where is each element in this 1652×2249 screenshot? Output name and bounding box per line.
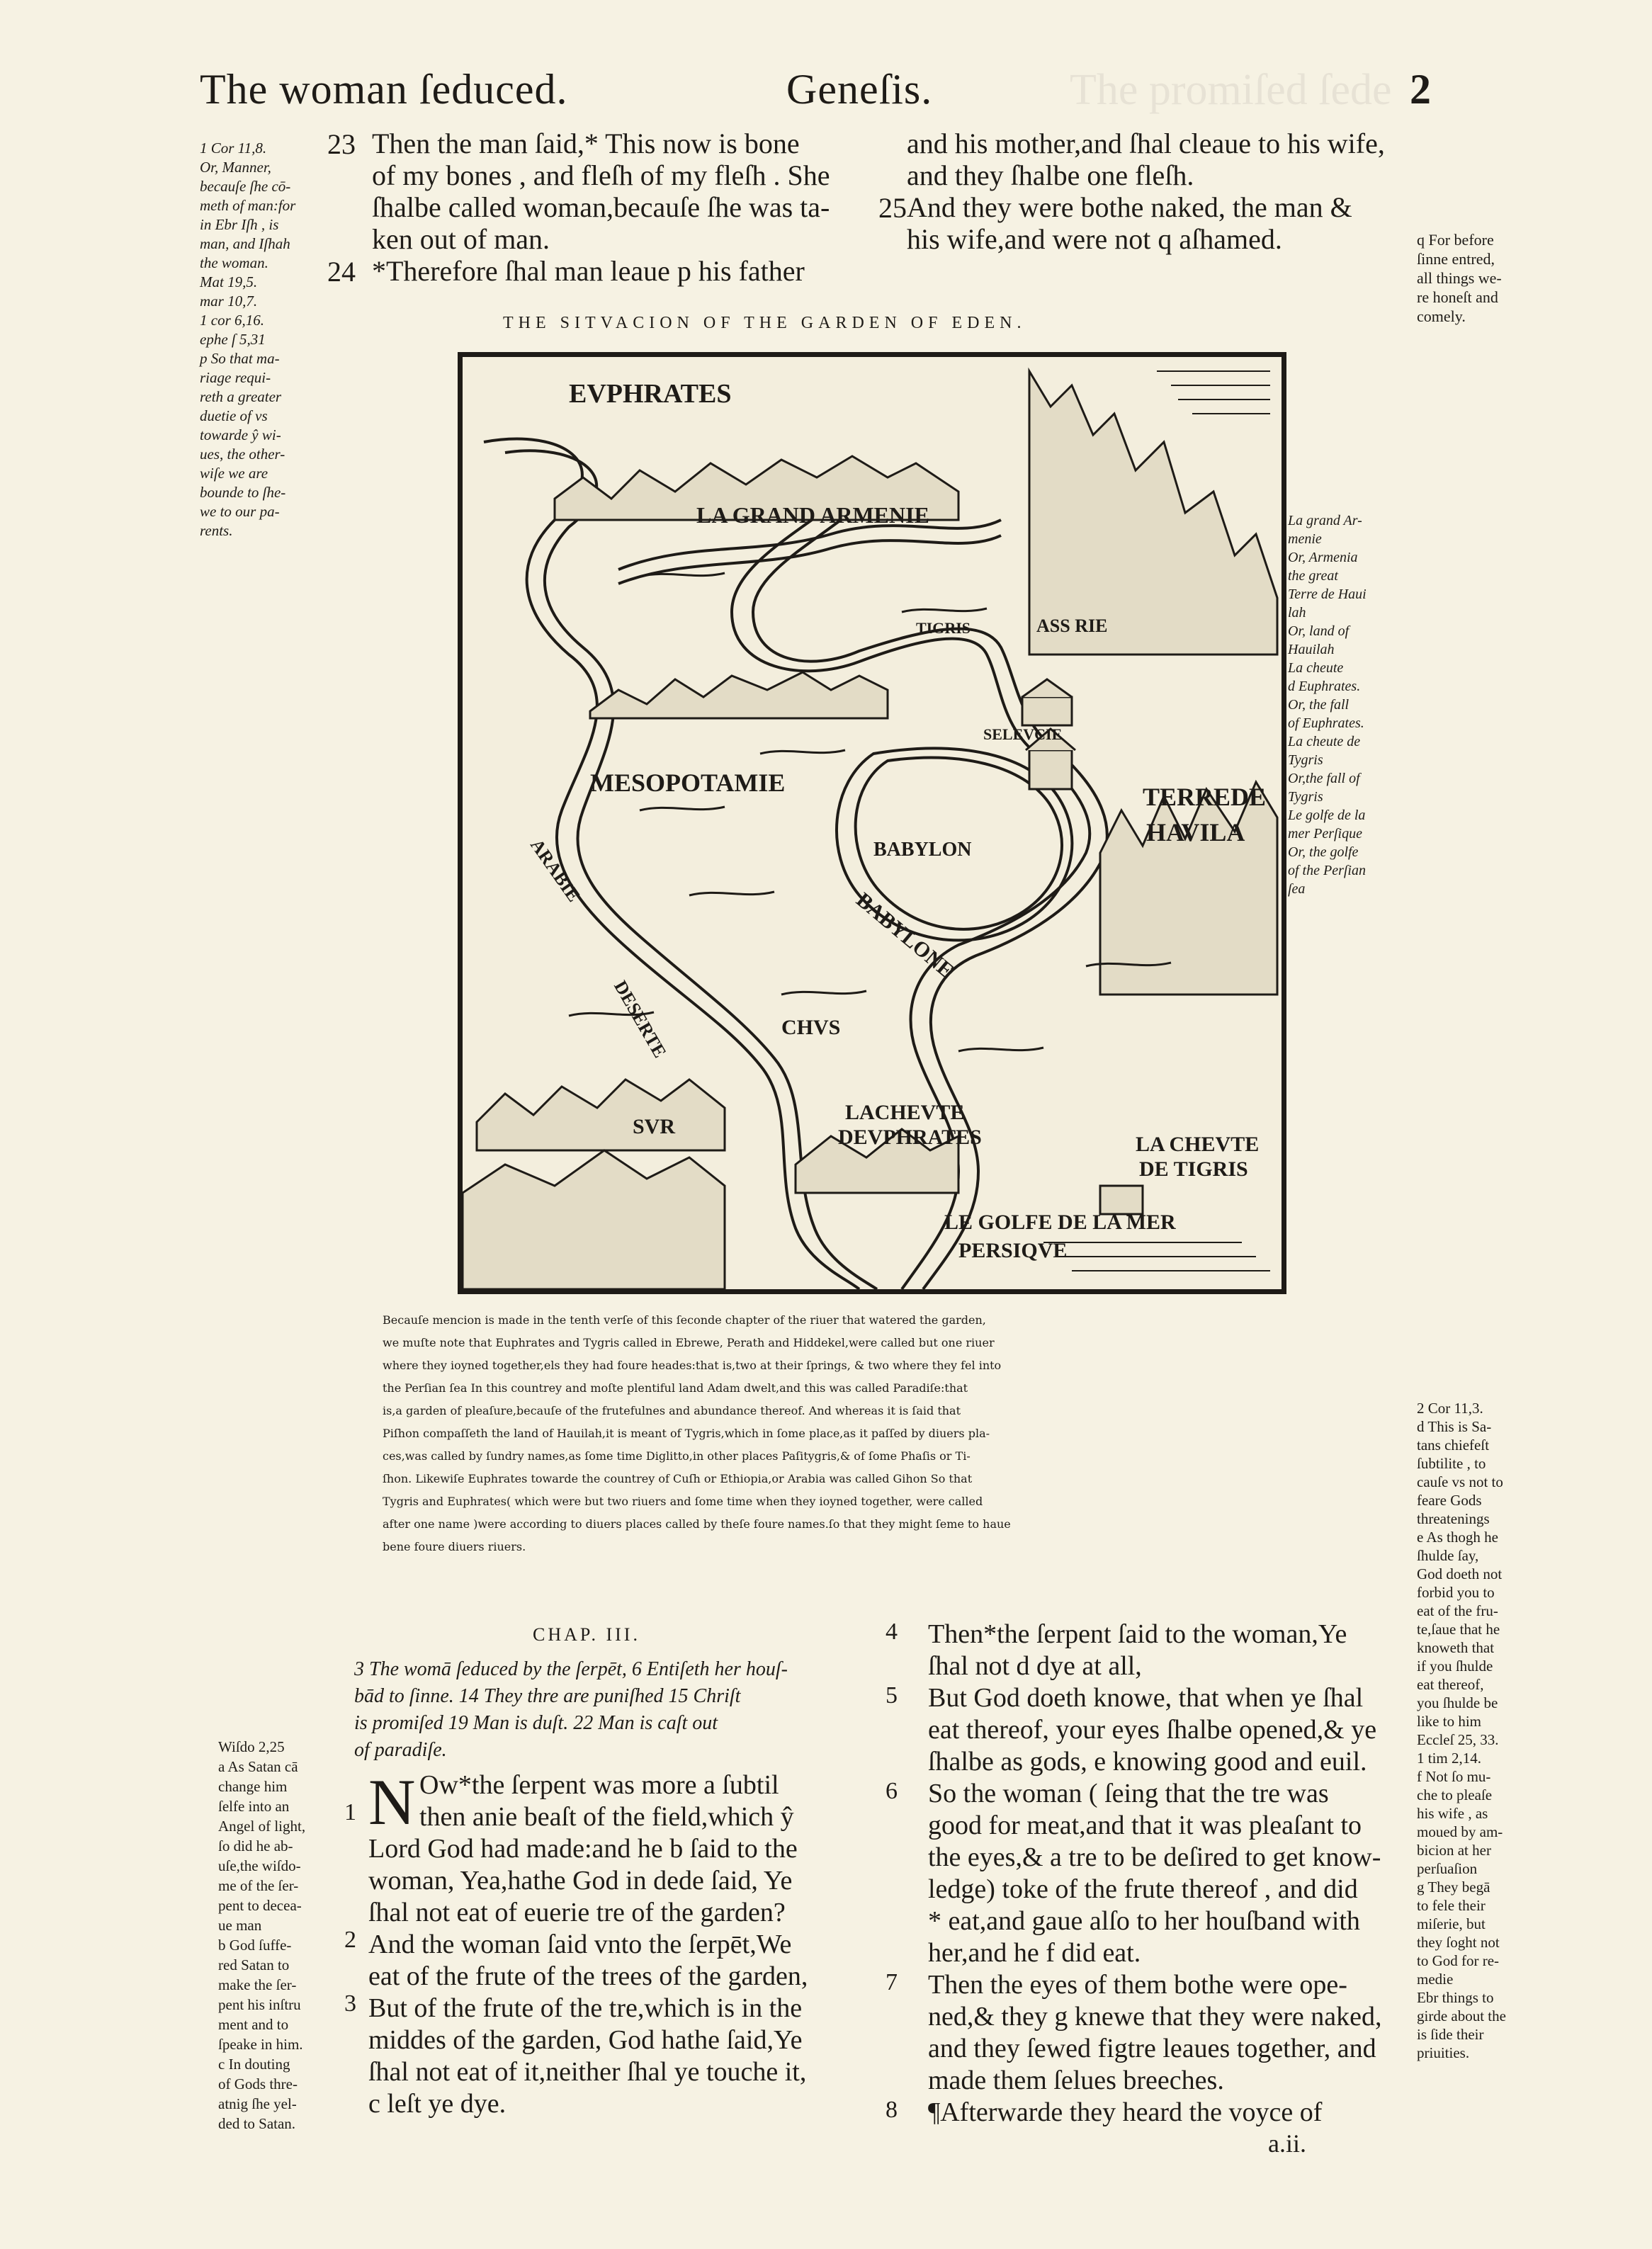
text-line: ledge) toke of the frute thereof , and did — [928, 1874, 1358, 1904]
margin-note-line: Hauilah — [1288, 642, 1335, 657]
label-lacheute-line1: LACHEVTE — [845, 1101, 965, 1124]
label-tigris: TIGRIS — [916, 619, 971, 637]
signature-mark: a.ii. — [1268, 2129, 1306, 2158]
margin-note-line: miſerie, but — [1417, 1915, 1486, 1932]
verse-6-number: 6 — [886, 1778, 898, 1804]
verse-4-number: 4 — [886, 1619, 898, 1645]
note-line: Piſhon compaſſeth the land of Hauilah,it is meant of Tygris,which in ſome place,as it paſſed by diuers pla- — [383, 1427, 990, 1440]
note-line: is,a garden of pleaſure,becauſe of the frutefulnes and abundance thereof. And whereas it is ſaid that — [383, 1404, 961, 1417]
margin-note-line: ſelfe into an — [218, 1798, 290, 1815]
margin-note-line: ephe ſ 5,31 — [200, 331, 266, 348]
margin-note-line: pent to decea- — [218, 1897, 302, 1914]
margin-note-line: feare Gods — [1417, 1492, 1482, 1509]
text-line: And the woman ſaid vnto the ſerpēt,We — [368, 1930, 792, 1959]
verse-8-number: 8 — [886, 2097, 898, 2123]
margin-note-line: Or, the fall — [1288, 697, 1350, 713]
note-line: where they ioyned together,els they had foure heades:that is,two at their ſprings, & two where they fel into — [383, 1359, 1002, 1372]
drop-cap: N — [368, 1766, 416, 1838]
label-lacheute-line2: DEVPHRATES — [838, 1126, 982, 1149]
summary-line: of paradiſe. — [354, 1739, 447, 1761]
margin-note-line: mar 10,7. — [200, 293, 258, 310]
text-line: and they ſewed figtre leaues together, and — [928, 2034, 1376, 2063]
verse-3-number: 3 — [344, 1990, 356, 2017]
margin-note-line: Or, Armenia — [1288, 550, 1358, 565]
margin-note-line: of Gods thre- — [218, 2075, 298, 2092]
margin-note-line: a As Satan cā — [218, 1758, 298, 1775]
text-line: So the woman ( ſeing that the tre was — [928, 1779, 1329, 1808]
margin-note-line: reth a greater — [200, 388, 282, 405]
margin-note-line: 1 tim 2,14. — [1417, 1750, 1482, 1767]
label-euphrates: EVPHRATES — [569, 379, 732, 409]
margin-note-line: q For before — [1417, 231, 1494, 249]
margin-note-line: re honeſt and — [1417, 288, 1498, 306]
margin-note-line: of the Perſian — [1288, 863, 1366, 878]
margin-note-line: of Euphrates. — [1288, 715, 1364, 731]
bottom-right-text — [928, 1619, 1417, 2129]
label-deserte: DESERTE — [609, 977, 671, 1062]
top-left-text — [372, 128, 868, 287]
chapter-summary — [354, 1656, 878, 1764]
margin-note-line: Terre de Haui — [1288, 587, 1367, 602]
label-babylon: BABYLON — [873, 839, 972, 861]
margin-note-line: make the ſer- — [218, 1976, 297, 1993]
text-line: the eyes,& a tre to be deſired to get know- — [928, 1842, 1381, 1872]
margin-note-line: in Ebr Iſh , is — [200, 216, 279, 233]
note-line: after one name )were according to diuers places called by theſe foure names.ſo that they might ſeme to haue — [383, 1517, 1011, 1531]
verse-23-number: 23 — [327, 128, 356, 160]
margin-note-line: you ſhulde be — [1417, 1694, 1498, 1711]
label-armenie: LA GRAND ARMENIE — [696, 502, 929, 528]
margin-note-line: threatenings — [1417, 1510, 1490, 1527]
margin-note-line: bicion at her — [1417, 1842, 1491, 1859]
note-line: we muſte note that Euphrates and Tygris called in Ebrewe, Perath and Hiddekel,were called but one riuer — [383, 1336, 995, 1349]
text-line: Then the man ſaid,* This now is bone — [372, 128, 800, 159]
note-line: the Perſian ſea In this countrey and moſte plentiful land Adam dwelt,and this was called Paradiſe:that — [383, 1381, 968, 1395]
margin-note-line: girde about the — [1417, 2007, 1506, 2024]
summary-line: is promiſed 19 Man is duſt. 22 Man is caſt out — [354, 1712, 718, 1734]
margin-note-line: pent his inſtru — [218, 1996, 301, 2013]
note-line: Becauſe mencion is made in the tenth verſe of this ſeconde chapter of the riuer that watered the garden, — [383, 1313, 986, 1327]
margin-note-line: ue man — [218, 1917, 262, 1934]
margin-note-line: to God for re- — [1417, 1952, 1500, 1969]
running-head-center: Geneſis. — [786, 66, 933, 113]
top-left-margin-notes — [200, 139, 327, 540]
text-line: and they ſhalbe one fleſh. — [907, 159, 1194, 191]
verse-2-number: 2 — [344, 1927, 356, 1953]
margin-note-line: che to pleaſe — [1417, 1786, 1493, 1803]
text-line: ned,& they g knewe that they were naked, — [928, 2002, 1382, 2032]
label-babylone: BABYLONE — [852, 888, 958, 983]
margin-note-line: La cheute — [1288, 660, 1344, 676]
text-line: eat of the frute of the trees of the garden, — [368, 1961, 808, 1991]
margin-note-line: man, and Iſhah — [200, 235, 290, 252]
margin-note-line: to fele their — [1417, 1897, 1486, 1914]
margin-note-line: me of the ſer- — [218, 1877, 299, 1894]
margin-note-line: they ſoght not — [1417, 1934, 1500, 1951]
text-line: middes of the garden, God hathe ſaid,Ye — [368, 2025, 803, 2055]
margin-note-line: Ebr things to — [1417, 1989, 1494, 2006]
margin-note-line: becauſe ſhe cō- — [200, 178, 291, 195]
text-line: Then the eyes of them bothe were ope- — [928, 1970, 1347, 2000]
text-line: c leſt ye dye. — [368, 2089, 507, 2119]
verse-25-number: 25 — [878, 192, 907, 224]
margin-note-line: Eccleſ 25, 33. — [1417, 1731, 1499, 1748]
label-chus: CHVS — [781, 1016, 841, 1039]
margin-note-line: ſinne entred, — [1417, 250, 1495, 268]
text-line: *Therefore ſhal man leaue p his father — [372, 255, 805, 287]
margin-note-line: if you ſhulde — [1417, 1658, 1493, 1675]
text-line: ken out of man. — [372, 223, 550, 255]
label-arabie: ARABIE — [526, 834, 584, 906]
text-line: ſhal not eat of it,neither ſhal ye touche it, — [368, 2057, 807, 2087]
margin-note-line: Angel of light, — [218, 1818, 306, 1835]
margin-note-line: cauſe vs not to — [1417, 1473, 1503, 1490]
label-seleucie: SELEVCIE — [983, 725, 1063, 743]
label-golfe-line1: LE GOLFE DE LA MER — [944, 1211, 1176, 1234]
margin-note-line: all things we- — [1417, 269, 1502, 287]
label-terre: TERREDE — [1143, 783, 1267, 811]
margin-note-line: comely. — [1417, 307, 1466, 325]
text-line: Ow*the ſerpent was more a ſubtil — [419, 1770, 779, 1800]
margin-note-line: ſo did he ab- — [218, 1837, 293, 1854]
show-through-heading: The promiſed ſede — [1070, 66, 1392, 114]
margin-note-line: riage requi- — [200, 369, 271, 386]
margin-note-line: red Satan to — [218, 1956, 290, 1973]
text-line: And they were bothe naked, the man & — [907, 191, 1352, 223]
margin-note-line: Tygris — [1288, 789, 1323, 805]
margin-note-line: Or, the golfe — [1288, 844, 1359, 860]
bottom-left-margin-notes — [218, 1737, 346, 2134]
margin-note-line: Wiſdo 2,25 — [218, 1738, 285, 1755]
margin-note-line: g They begā — [1417, 1879, 1490, 1896]
note-line: Tygris and Euphrates( which were but two riuers and ſome time when they ioyned together, were called — [383, 1495, 983, 1508]
text-line: her,and he f did eat. — [928, 1938, 1141, 1968]
text-line: eat thereof, your eyes ſhalbe opened,& ye — [928, 1715, 1377, 1745]
margin-note-line: te,ſaue that he — [1417, 1621, 1500, 1638]
margin-note-line: ſea — [1288, 881, 1306, 897]
margin-note-line: perſuaſion — [1417, 1860, 1478, 1877]
page-number: 2 — [1410, 66, 1432, 113]
margin-note-line: atnig ſhe yel- — [218, 2095, 297, 2112]
margin-note-line: God doeth not — [1417, 1565, 1503, 1582]
margin-note-line: d Euphrates. — [1288, 679, 1361, 694]
text-line: and his mother,and ſhal cleaue to his wife, — [907, 128, 1385, 159]
label-assirie: ASS RIE — [1036, 616, 1108, 636]
top-right-margin-notes — [1417, 230, 1558, 326]
margin-note-line: ſubtilite , to — [1417, 1455, 1486, 1472]
margin-note-line: c In douting — [218, 2056, 290, 2073]
text-line: But of the frute of the tre,which is in the — [368, 1993, 803, 2023]
margin-note-line: b God ſuffe- — [218, 1937, 292, 1954]
margin-note-line: Or,the fall of — [1288, 771, 1360, 786]
margin-note-line: the great — [1288, 568, 1338, 584]
label-sur: SVR — [633, 1115, 676, 1138]
margin-note-line: e As thogh he — [1417, 1529, 1498, 1546]
margin-note-line: towarde ŷ wi- — [200, 426, 281, 443]
margin-note-line: Le golfe de la — [1288, 808, 1366, 823]
margin-note-line: ſpeake in him. — [218, 2036, 303, 2053]
verse-24-number: 24 — [327, 256, 356, 288]
text-line: Then*the ſerpent ſaid to the woman,Ye — [928, 1619, 1347, 1649]
text-line: then anie beaſt of the field,which ŷ — [419, 1802, 794, 1832]
margin-note-line: his wife , as — [1417, 1805, 1488, 1822]
margin-note-line: knoweth that — [1417, 1639, 1495, 1656]
margin-note-line: Or, land of — [1288, 623, 1350, 639]
label-golfe-line2: PERSIQVE — [958, 1239, 1068, 1262]
margin-note-line: forbid you to — [1417, 1584, 1495, 1601]
verse-1-number: 1 — [344, 1799, 356, 1825]
text-line: his wife,and were not q aſhamed. — [907, 223, 1282, 255]
margin-note-line: ment and to — [218, 2016, 289, 2033]
chapter-title: CHAP. III. — [533, 1624, 640, 1645]
verse-5-number: 5 — [886, 1682, 898, 1709]
map-frame — [458, 352, 1286, 1294]
label-havila: HAVILA — [1146, 818, 1245, 846]
text-line: made them ſelues breeches. — [928, 2066, 1224, 2095]
margin-note-line: La cheute de — [1288, 734, 1361, 749]
text-line: ¶Afterwarde they heard the voyce of — [928, 2097, 1323, 2127]
text-line: ſhalbe as gods, e knowing good and euil. — [928, 1747, 1367, 1777]
margin-note-line: 2 Cor 11,3. — [1417, 1400, 1483, 1417]
margin-note-line: f Not ſo mu- — [1417, 1768, 1491, 1785]
margin-note-line: is ſide their — [1417, 2026, 1484, 2043]
margin-note-line: Mat 19,5. — [200, 273, 258, 290]
map-explanatory-note — [383, 1309, 1388, 1558]
margin-note-line: eat of the fru- — [1417, 1602, 1498, 1619]
note-line: bene foure diuers riuers. — [383, 1540, 526, 1553]
margin-note-line: the woman. — [200, 254, 268, 271]
margin-note-line: bounde to ſhe- — [200, 484, 286, 501]
right-margin-notes — [1417, 1399, 1558, 2062]
note-line: ces,was called by ſundry names,as ſome time Diglitto,in other places Paſitygris,& of ſome Phaſis or Ti- — [383, 1449, 971, 1463]
margin-note-line: medie — [1417, 1971, 1454, 1988]
margin-note-line: Or, Manner, — [200, 159, 271, 176]
text-line: Lord God had made:and he b ſaid to the — [368, 1834, 798, 1864]
label-chevte-line1: LA CHEVTE — [1136, 1133, 1260, 1156]
bottom-left-text — [368, 1766, 878, 2120]
margin-note-line: mer Perſique — [1288, 826, 1362, 842]
margin-note-line: wiſe we are — [200, 465, 268, 482]
summary-line: 3 The womā ſeduced by the ſerpēt, 6 Entiſeth her houſ- — [354, 1658, 788, 1680]
summary-line: bād to ſinne. 14 They thre are puniſhed 15 Chriſt — [354, 1685, 741, 1707]
margin-note-line: rents. — [200, 522, 233, 539]
margin-note-line: lah — [1288, 605, 1306, 621]
margin-note-line: priuities. — [1417, 2044, 1470, 2061]
label-mesopotamie: MESOPOTAMIE — [590, 769, 786, 797]
margin-note-line: menie — [1288, 531, 1322, 547]
margin-note-line: La grand Ar- — [1288, 513, 1362, 528]
text-line: ſhalbe called woman,becauſe ſhe was ta- — [372, 191, 830, 223]
margin-note-line: moued by am- — [1417, 1823, 1503, 1840]
margin-note-line: eat thereof, — [1417, 1676, 1484, 1693]
text-line: good for meat,and that it was pleaſant to — [928, 1811, 1362, 1840]
margin-note-line: duetie of vs — [200, 407, 268, 424]
margin-note-line: meth of man:for — [200, 197, 296, 214]
label-chevte-line2: DE TIGRIS — [1139, 1157, 1248, 1181]
margin-note-line: Tygris — [1288, 752, 1323, 768]
margin-note-line: change him — [218, 1778, 288, 1795]
map-caption: THE SITVACION OF THE GARDEN OF EDEN. — [503, 314, 1026, 332]
map-side-notes — [1288, 511, 1422, 898]
verse-7-number: 7 — [886, 1969, 898, 1995]
margin-note-line: like to him — [1417, 1713, 1481, 1730]
note-line: ſhon. Likewiſe Euphrates towarde the countrey of Cuſh or Ethiopia,or Arabia was called Gihon So that — [383, 1472, 973, 1485]
margin-note-line: d This is Sa- — [1417, 1418, 1492, 1435]
text-line: * eat,and gaue alſo to her houſband with — [928, 1906, 1360, 1936]
margin-note-line: ſhulde ſay, — [1417, 1547, 1479, 1564]
margin-note-line: tans chiefeſt — [1417, 1437, 1490, 1454]
margin-note-line: we to our pa- — [200, 503, 280, 520]
text-line: But God doeth knowe, that when ye ſhal — [928, 1683, 1364, 1713]
margin-note-line: 1 Cor 11,8. — [200, 140, 267, 157]
text-line: ſhal not d dye at all, — [928, 1651, 1142, 1681]
text-line: of my bones , and fleſh of my fleſh . She — [372, 159, 830, 191]
running-head-left: The woman ſeduced. — [200, 66, 568, 113]
margin-note-line: ues, the other- — [200, 446, 285, 463]
text-line: ſhal not eat of euerie tre of the garden? — [368, 1898, 786, 1927]
top-right-text — [907, 128, 1417, 255]
text-line: woman, Yea,hathe God in dede ſaid, Ye — [368, 1866, 793, 1896]
margin-note-line: 1 cor 6,16. — [200, 312, 264, 329]
margin-note-line: ded to Satan. — [218, 2115, 296, 2132]
margin-note-line: p So that ma- — [200, 350, 280, 367]
margin-note-line: uſe,the wiſdo- — [218, 1857, 301, 1874]
